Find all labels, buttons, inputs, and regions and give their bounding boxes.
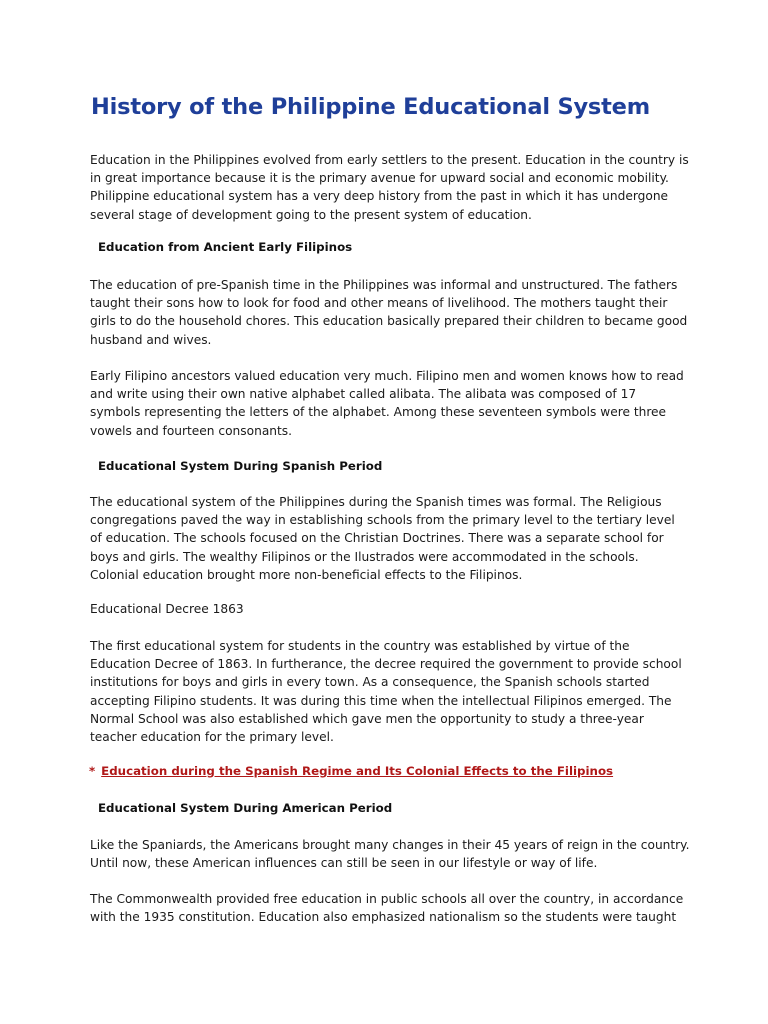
- spanish-regime-link[interactable]: Education during the Spanish Regime and Its Colonial Effects to the Filipinos: [101, 764, 614, 778]
- american-paragraph-1: Like the Spaniards, the Americans brought many changes in their 45 years of reign in the country. Until now, these American influences can still be seen in our lifestyle or way of life.: [90, 838, 690, 871]
- decree-label: Educational Decree 1863: [90, 602, 244, 616]
- section-heading-spanish: Educational System During Spanish Period: [98, 459, 383, 473]
- american-paragraph-2: The Commonwealth provided free education in public schools all over the country, in accordance with the 1935 constitution. Education also emphasized nationalism so the students were taught: [90, 892, 684, 925]
- ancient-paragraph-1: The education of pre-Spanish time in the Philippines was informal and unstructured. The fathers taught their sons how to look for food and other means of livelihood. The mothers taught their girls to do the household chores. This education basically prepared their children to became good husband and wives.: [90, 278, 688, 347]
- section-heading-american: Educational System During American Period: [98, 801, 393, 815]
- spanish-paragraph-2: The first educational system for students in the country was established by virtue of the Education Decree of 1863. In furtherance, the decree required the government to provide school institutions for boys and girls in every town. As a consequence, the Spanish schools started accepting Filipino students. It was during this time when the intellectual Filipinos emerged. The Normal School was also established which gave men the opportunity to study a three-year teacher education for the primary level.: [90, 639, 682, 745]
- related-link-row: [89, 764, 613, 778]
- spanish-paragraph-1: The educational system of the Philippines during the Spanish times was formal. The Religious congregations paved the way in establishing schools from the primary level to the tertiary level of education. The schools focused on the Christian Doctrines. There was a separate school for boys and girls. The wealthy Filipinos or the Ilustrados were accommodated in the schools. Colonial education brought more non-beneficial effects to the Filipinos.: [90, 495, 675, 582]
- page-title: History of the Philippine Educational System: [91, 94, 650, 120]
- link-bullet: *: [89, 764, 96, 778]
- section-heading-ancient: Education from Ancient Early Filipinos: [98, 240, 353, 254]
- intro-paragraph: Education in the Philippines evolved from early settlers to the present. Education in the country is in great importance because it is the primary avenue for upward social and economic mobility. Philippine educational system has a very deep history from the past in which it has undergone several stage of development going to the present system of education.: [90, 153, 689, 222]
- ancient-paragraph-2: Early Filipino ancestors valued education very much. Filipino men and women knows how to read and write using their own native alphabet called alibata. The alibata was composed of 17 symbols representing the letters of the alphabet. Among these seventeen symbols were three vowels and fourteen consonants.: [90, 369, 684, 438]
